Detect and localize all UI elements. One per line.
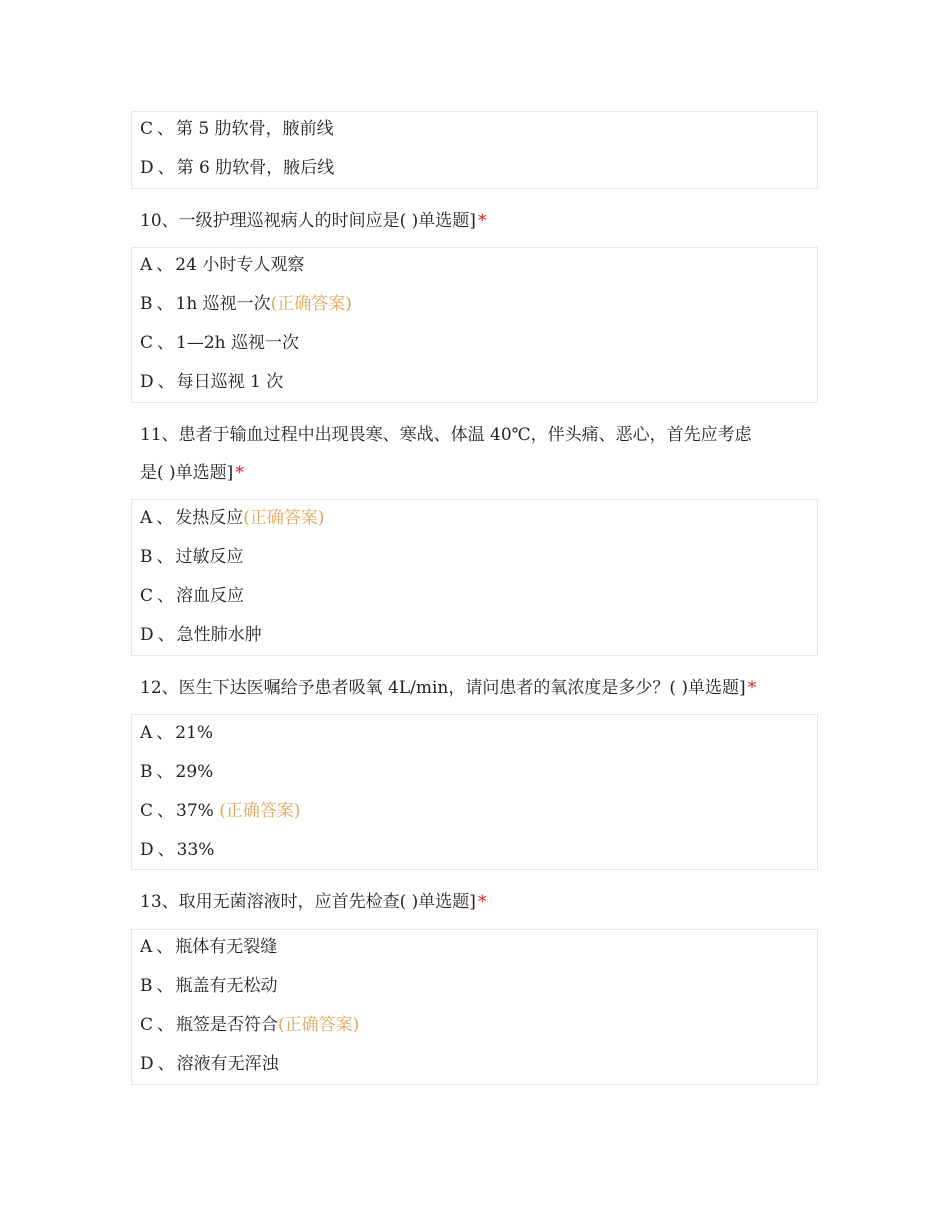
option-q12-c[interactable]: [140, 799, 300, 823]
option-letter: D: [140, 372, 154, 392]
required-mark: *: [477, 211, 487, 231]
option-letter: A: [140, 255, 153, 275]
option-text: 29%: [175, 762, 214, 782]
option-text: 24 小时专人观察: [175, 255, 305, 275]
option-q12-b[interactable]: [140, 760, 213, 784]
option-q11-b[interactable]: [140, 545, 244, 569]
option-q13-a[interactable]: [140, 935, 277, 959]
correct-answer-tag: (正确答案): [243, 508, 325, 528]
option-separator: 、: [157, 333, 175, 353]
option-letter: D: [140, 1054, 154, 1074]
option-q13-d[interactable]: [140, 1052, 279, 1076]
option-text: 1—2h 巡视一次: [176, 333, 299, 353]
question-text-line-2: [140, 454, 820, 492]
option-text: 急性肺水肿: [176, 625, 262, 645]
option-q10-d[interactable]: [140, 370, 283, 394]
option-separator: 、: [157, 801, 175, 821]
correct-answer-tag: (正确答案): [270, 294, 352, 314]
option-separator: 、: [156, 294, 174, 314]
question-text: 12、医生下达医嘱给予患者吸氧 4L/min，请问患者的氧浓度是多少？( )单选题]: [140, 678, 746, 698]
option-text: 溶血反应: [176, 586, 245, 606]
options-box-q9: [131, 111, 818, 189]
option-letter: D: [140, 625, 154, 645]
option-separator: 、: [156, 255, 174, 275]
options-box-q10: [131, 247, 818, 403]
question-title-q13: [140, 883, 820, 921]
options-box-q13: [131, 929, 818, 1085]
option-separator: 、: [157, 625, 175, 645]
option-letter: C: [140, 333, 154, 353]
question-text: 是( )单选题]: [140, 463, 234, 483]
option-separator: 、: [157, 1015, 175, 1035]
option-letter: C: [140, 119, 154, 139]
option-separator: 、: [156, 937, 174, 957]
option-text: 发热反应: [175, 508, 244, 528]
option-text: 过敏反应: [175, 547, 244, 567]
option-letter: B: [140, 976, 153, 996]
option-letter: D: [140, 158, 154, 178]
option-separator: 、: [156, 762, 174, 782]
correct-answer-tag: (正确答案): [219, 801, 301, 821]
option-q11-d[interactable]: [140, 623, 262, 647]
option-text: 37%: [176, 801, 220, 821]
option-letter: D: [140, 840, 154, 860]
option-text: 33%: [176, 840, 215, 860]
option-letter: A: [140, 937, 153, 957]
option-letter: C: [140, 801, 154, 821]
option-separator: 、: [156, 547, 174, 567]
option-q10-b[interactable]: [140, 292, 352, 316]
question-text: 10、一级护理巡视病人的时间应是( )单选题]: [140, 211, 476, 231]
option-q9-c[interactable]: [140, 117, 334, 141]
option-q11-c[interactable]: [140, 584, 244, 608]
option-text: 1h 巡视一次: [175, 294, 271, 314]
option-q11-a[interactable]: [140, 506, 325, 530]
question-title-q11: [140, 416, 820, 492]
option-text: 溶液有无浑浊: [176, 1054, 279, 1074]
option-separator: 、: [157, 1054, 175, 1074]
option-q13-b[interactable]: [140, 974, 278, 998]
option-text: 每日巡视 1 次: [176, 372, 284, 392]
option-q12-d[interactable]: [140, 838, 214, 862]
option-separator: 、: [156, 508, 174, 528]
correct-answer-tag: (正确答案): [278, 1015, 360, 1035]
option-letter: C: [140, 586, 154, 606]
option-text: 第 6 肋软骨，腋后线: [176, 158, 335, 178]
option-letter: C: [140, 1015, 154, 1035]
option-letter: A: [140, 508, 153, 528]
question-text: 13、取用无菌溶液时，应首先检查( )单选题]: [140, 892, 476, 912]
options-box-q12: [131, 714, 818, 870]
option-text: 第 5 肋软骨，腋前线: [176, 119, 334, 139]
option-text: 瓶体有无裂缝: [175, 937, 278, 957]
option-separator: 、: [157, 372, 175, 392]
option-letter: B: [140, 762, 153, 782]
required-mark: *: [235, 463, 244, 483]
option-separator: 、: [157, 158, 175, 178]
option-letter: B: [140, 547, 153, 567]
option-text: 瓶签是否符合: [176, 1015, 279, 1035]
required-mark: *: [747, 678, 757, 698]
option-separator: 、: [156, 976, 174, 996]
question-text-line-1: 11、患者于输血过程中出现畏寒、寒战、体温 40℃，伴头痛、恶心，首先应考虑: [140, 425, 752, 445]
option-separator: 、: [157, 840, 175, 860]
options-box-q11: [131, 499, 818, 656]
required-mark: *: [477, 892, 487, 912]
option-letter: B: [140, 294, 153, 314]
option-text: 瓶盖有无松动: [175, 976, 278, 996]
option-text: 21%: [175, 723, 214, 743]
question-title-q12: [140, 669, 820, 707]
option-separator: 、: [157, 119, 175, 139]
option-q13-c[interactable]: [140, 1013, 359, 1037]
option-separator: 、: [157, 586, 175, 606]
option-q9-d[interactable]: [140, 156, 334, 180]
option-letter: A: [140, 723, 153, 743]
option-separator: 、: [156, 723, 174, 743]
question-title-q10: [140, 202, 820, 240]
option-q12-a[interactable]: [140, 721, 213, 745]
option-q10-c[interactable]: [140, 331, 299, 355]
option-q10-a[interactable]: [140, 253, 304, 277]
